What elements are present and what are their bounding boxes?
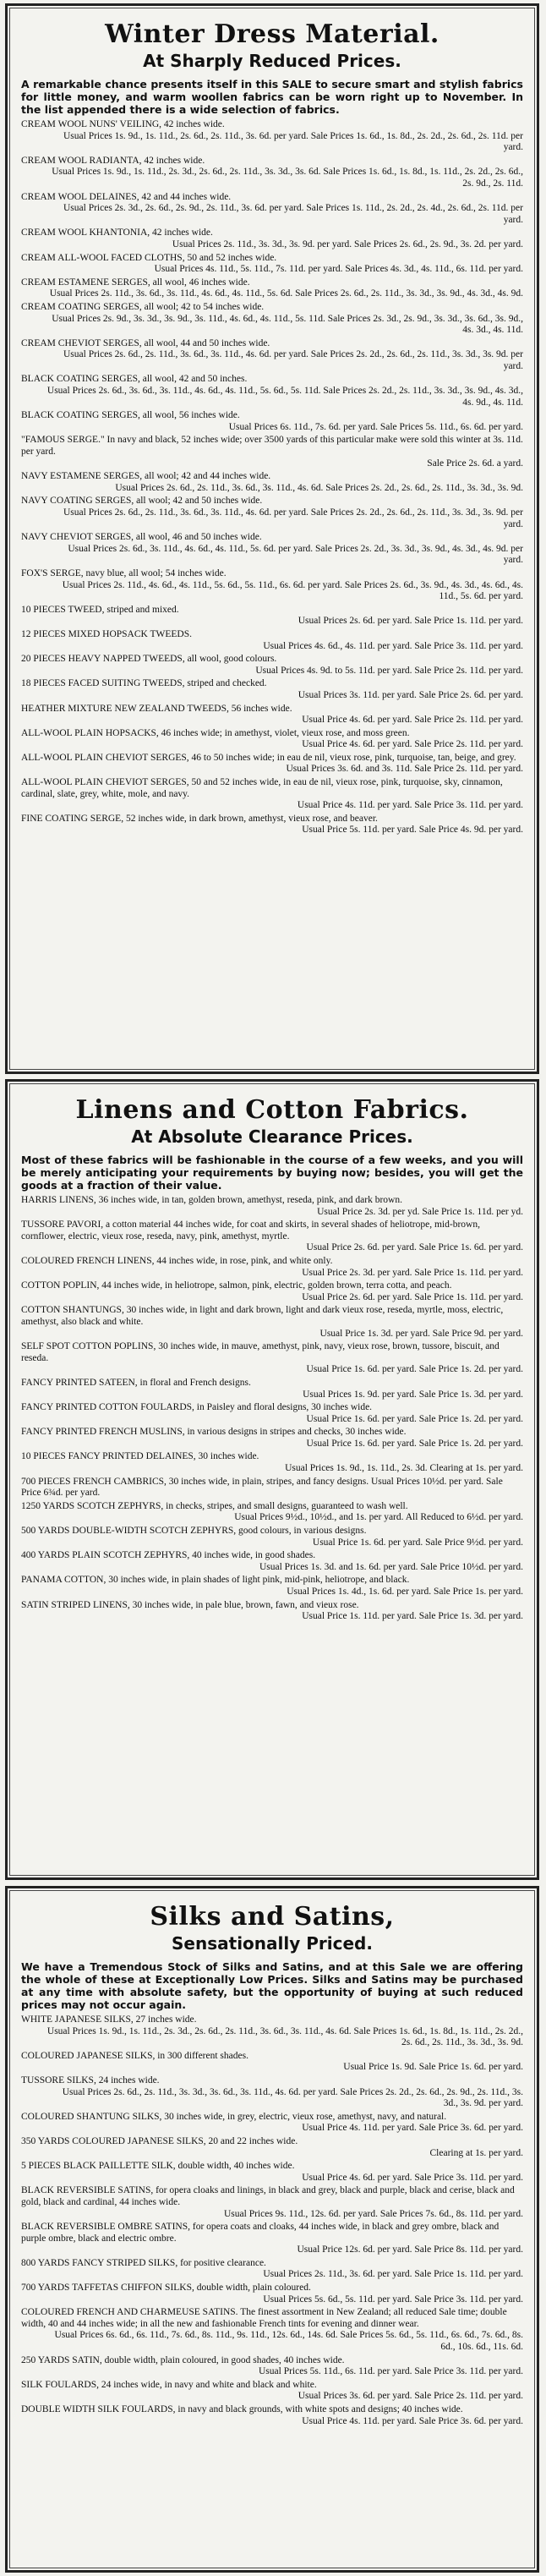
item-prices: Usual Price 2s. 6d. per yard. Sale Price 1s. 11d. per yard. (302, 1291, 523, 1302)
item-prices: Usual Prices 4s. 6d., 4s. 11d. per yard. Sale Price 3s. 11d. per yard. (263, 640, 523, 651)
list-item (21, 1280, 523, 1303)
item-description: HARRIS LINENS, 36 inches wide, in tan, golden brown, amethyst, reseda, pink, and dark brown. (21, 1195, 402, 1205)
item-description: FINE COATING SERGE, 52 inches wide, in dark brown, amethyst, vieux rose, and beaver. (21, 813, 378, 824)
list-item (21, 1305, 523, 1340)
list-item (21, 2185, 523, 2220)
item-prices: Usual Prices 1s. 4d., 1s. 6d. per yard. Sale Price 1s. per yard. (287, 1587, 523, 1597)
list-item (21, 2283, 523, 2305)
list-item (21, 704, 523, 726)
list-item (21, 2355, 523, 2378)
list-item (21, 1600, 523, 1623)
linens-cotton-section (5, 1079, 539, 1880)
item-description: "FAMOUS SERGE." In navy and black, 52 inches wide; over 3500 yards of this particular make were sold this winter at 3s. 11d. per yard. (21, 435, 523, 458)
list-item (21, 1550, 523, 1573)
list-item (21, 374, 523, 408)
item-prices: Usual Prices 1s. 9d., 1s. 11d., 2s. 3d., 2s. 6d., 2s. 11d., 3s. 6d., 3s. 11d., 4s. 6d. Sale Prices 1s. 6d., 1s. 8d., 1s. 11d., 2s. 2d., 2s. 6d., 2s. 11d., 3s. 3d., 3s. 9d. (46, 2025, 523, 2048)
item-description: 250 YARDS SATIN, double width, plain coloured, in good shades, 40 inches wide. (21, 2354, 345, 2365)
list-item (21, 2222, 523, 2256)
section-intro: Most of these fabrics will be fashionable in the course of a few weeks, and you will be merely anticipating your requirements by buying now; besides, you will get the goods at a fraction of their value. (21, 1154, 523, 1192)
item-prices: Usual Prices 5s. 6d., 5s. 11d. per yard. Sale Price 3s. 11d. per yard. (263, 2294, 523, 2305)
item-description: BLACK COATING SERGES, all wool, 56 inches wide. (21, 410, 240, 421)
section-intro: We have a Tremendous Stock of Silks and Satins, and at this Sale we are offering the whole of these at Exceptionally Low Prices. Silks and Satins may be purchased at any time with absolute safety, but the opportunity of buying at such reduced prices may not occur again. (21, 1960, 523, 2011)
list-item (21, 253, 523, 276)
item-prices: Usual Price 1s. 6d. per yard. Sale Price 1s. 2d. per yard. (306, 1364, 523, 1375)
item-description: CREAM ESTAMENE SERGES, all wool, 46 inches wide. (21, 277, 250, 288)
item-prices: Usual Prices 5s. 11d., 6s. 11d. per yard. Sale Price 3s. 11d. per yard. (259, 2366, 523, 2377)
item-description: TUSSORE PAVORI, a cotton material 44 inches wide, for coat and skirts, in several shades of heliotrope, mid-brown, cornflower, electric, vieux rose, reseda, navy, pink, amethyst, myrtle. (21, 1219, 480, 1241)
section-subtitle: At Sharply Reduced Prices. (143, 51, 401, 71)
section-subtitle: Sensationally Priced. (172, 1933, 373, 1954)
section-title: Winter Dress Material. (105, 19, 440, 49)
list-item (21, 471, 523, 494)
list-item (21, 2051, 523, 2074)
item-description: FANCY PRINTED SATEEN, in floral and French designs. (21, 1377, 251, 1388)
item-prices: Clearing at 1s. per yard. (429, 2147, 523, 2158)
list-item (21, 1575, 523, 1598)
list-item (21, 227, 523, 250)
list-item (21, 302, 523, 337)
item-description: CREAM CHEVIOT SERGES, all wool, 44 and 50 inches wide. (21, 337, 270, 348)
section-subtitle: At Absolute Clearance Prices. (131, 1126, 413, 1147)
item-prices: Usual Prices 2s. 6d., 2s. 11d., 3s. 6d., 3s. 11d., 4s. 6d. Sale Prices 2s. 2d., 2s. 6d., 2s. 11d., 3s. 3d., 3s. 9d. (115, 482, 523, 493)
item-description: CREAM WOOL DELAINES, 42 and 44 inches wide. (21, 191, 232, 202)
item-description: COTTON SHANTUNGS, 30 inches wide, in light and dark brown, light and dark vieux rose, reseda, myrtle, moss, electric, amethyst, also black and white. (21, 1305, 504, 1327)
item-prices: Usual Prices 9½d., 10½d., and 1s. per yard. All Reduced to 6½d. per yard. (234, 1512, 523, 1523)
list-item (21, 1195, 523, 1218)
list-item (21, 338, 523, 373)
item-prices: Usual Price 1s. 6d. per yard. Sale Price 1s. 2d. per yard. (306, 1438, 523, 1449)
item-description: NAVY COATING SERGES, all wool; 42 and 50 inches wide. (21, 496, 263, 507)
list-item (21, 2258, 523, 2281)
section-title: Linens and Cotton Fabrics. (75, 1095, 469, 1125)
item-description: SELF SPOT COTTON POPLINS, 30 inches wide, in mauve, amethyst, pink, navy, vieux rose, brown, tussore, biscuit, and reseda. (21, 1341, 500, 1363)
item-prices: Usual Prices 3s. 6d. per yard. Sale Price 2s. 11d. per yard. (298, 2391, 523, 2402)
list-item (21, 2404, 523, 2427)
item-description: 18 PIECES FACED SUITING TWEEDS, striped and checked. (21, 678, 267, 689)
list-item (21, 2161, 523, 2184)
list-item (21, 777, 523, 812)
list-item (21, 1501, 523, 1524)
item-prices: Usual Prices 1s. 9d., 1s. 11d., 2s. 6d., 2s. 11d., 3s. 6d. per yard. Sale Prices 1s. 6d., 1s. 8d., 2s. 2d., 2s. 6d., 2s. 11d. per yard. (63, 130, 523, 153)
list-item (21, 629, 523, 652)
item-prices: Usual Prices 2s. 11d., 3s. 6d., 3s. 11d., 4s. 6d., 4s. 11d., 5s. 6d. Sale Prices 2s. 6d., 2s. 11d., 3s. 3d., 3s. 9d., 4s. 3d., 4s. 9d. (49, 288, 523, 299)
silks-satins-section (5, 1886, 539, 2573)
item-prices: Usual Price 1s. 6d. per yard. Sale Price 1s. 2d. per yard. (306, 1413, 523, 1424)
item-description: 12 PIECES MIXED HOPSACK TWEEDS. (21, 628, 193, 639)
list-item (21, 1427, 523, 1450)
item-prices: Usual Prices 2s. 6d., 2s. 11d., 3s. 6d., 3s. 11d., 4s. 6d. per yard. Sale Prices 2s. 2d., 2s. 6d., 2s. 11d., 3s. 3d., 3s. 9d. per yard. (63, 349, 523, 371)
item-prices: Usual Prices 1s. 9d., 1s. 11d., 2s. 3d. Clearing at 1s. per yard. (285, 1463, 523, 1474)
winter-dress-section (5, 3, 539, 1074)
item-description: CREAM WOOL NUNS' VEILING, 42 inches wide. (21, 119, 225, 129)
list-item (21, 728, 523, 751)
list-item (21, 605, 523, 628)
item-description: 350 YARDS COLOURED JAPANESE SILKS, 20 and 22 inches wide. (21, 2135, 298, 2146)
list-item (21, 192, 523, 227)
item-prices: Usual Price 2s. 3d. per yard. Sale Price 1s. 11d. per yard. (302, 1267, 523, 1278)
list-item (21, 277, 523, 300)
item-description: BLACK COATING SERGES, all wool, 42 and 50 inches. (21, 374, 248, 385)
item-description: CREAM WOOL KHANTONIA, 42 inches wide. (21, 227, 213, 238)
list-item (21, 753, 523, 776)
item-prices: Usual Prices 2s. 3d., 2s. 6d., 2s. 9d., 2s. 11d., 3s. 6d. per yard. Sale Prices 1s. 11d., 2s. 2d., 2s. 4d., 2s. 6d., 2s. 11d. per yard. (63, 203, 523, 225)
item-description: 1250 YARDS SCOTCH ZEPHYRS, in checks, stripes, and small designs, guaranteed to wash well. (21, 1500, 408, 1511)
item-description: CREAM WOOL RADIANTA, 42 inches wide. (21, 155, 205, 166)
item-prices: Usual Prices 6s. 6d., 6s. 11d., 7s. 6d., 8s. 11d., 9s. 11d., 12s. 6d., 14s. 6d. Sale Prices 5s. 6d., 5s. 11d., 6s. 6d., 7s. 6d., 8s. 6d., 10s. 6d., 11s. 6d. (54, 2330, 523, 2353)
list-item (21, 1477, 523, 1499)
item-list (18, 2014, 527, 2427)
item-prices: Usual Price 4s. 11d. per yard. Sale Price 3s. 6d. per yard. (302, 2123, 523, 2134)
item-description: 10 PIECES TWEED, striped and mixed. (21, 604, 179, 615)
item-description: WHITE JAPANESE SILKS, 27 inches wide. (21, 2014, 197, 2025)
item-description: BLACK REVERSIBLE SATINS, for opera cloaks and linings, in black and grey, black and purple, black and cerise, black and gold, black and cardinal, 44 inches wide. (21, 2185, 515, 2207)
item-prices: Usual Price 5s. 11d. per yard. Sale Price 4s. 9d. per yard. (302, 825, 523, 836)
item-prices: Usual Price 1s. 9d. Sale Price 1s. 6d. per yard. (343, 2062, 523, 2073)
item-prices: Usual Prices 2s. 11d., 3s. 6d. per yard. Sale Price 1s. 11d. per yard. (263, 2269, 523, 2280)
section-intro: A remarkable chance presents itself in this SALE to secure smart and stylish fabrics for little money, and warm woollen fabrics can be worn right up to November. In the list appended there is a wide selection of fabrics. (21, 78, 523, 116)
list-item (21, 2014, 523, 2049)
item-description: BLACK REVERSIBLE OMBRE SATINS, for opera coats and cloaks, 44 inches wide, in black and grey ombre, black and purple ombre, black and electric ombre. (21, 2222, 500, 2244)
list-item (21, 568, 523, 603)
item-description: SATIN STRIPED LINENS, 30 inches wide, in pale blue, brown, fawn, and vieux rose. (21, 1599, 359, 1610)
item-prices: Usual Prices 1s. 9d., 1s. 11d., 2s. 3d., 2s. 6d., 2s. 11d., 3s. 3d., 3s. 6d. Sale Prices 1s. 6d., 1s. 8d., 1s. 11d., 2s. 2d., 2s. 6d., 2s. 9d., 2s. 11d. (52, 167, 523, 189)
item-description: COTTON POPLIN, 44 inches wide, in heliotrope, salmon, pink, electric, golden brown, terra cotta, and peach. (21, 1280, 452, 1291)
item-description: DOUBLE WIDTH SILK FOULARDS, in navy and black grounds, with white spots and designs; 40 inches wide. (21, 2404, 463, 2414)
item-prices: Usual Prices 2s. 11d., 3s. 3d., 3s. 9d. per yard. Sale Prices 2s. 6d., 2s. 9d., 3s. 2d. per yard. (172, 238, 523, 249)
item-description: 700 PIECES FRENCH CAMBRICS, 30 inches wide, in plain, stripes, and fancy designs. Usual Prices 10½d. per yard. Sale Price 6¾d. per yard. (21, 1476, 503, 1499)
item-prices: Usual Price 2s. 6d. per yard. Sale Price 1s. 6d. per yard. (306, 1242, 523, 1253)
item-description: COLOURED FRENCH LINENS, 44 inches wide, in rose, pink, and white only. (21, 1255, 333, 1266)
item-prices: Usual Prices 1s. 9d. per yard. Sale Price 1s. 3d. per yard. (303, 1389, 523, 1400)
item-prices: Usual Price 4s. 6d. per yard. Sale Price 2s. 11d. per yard. (302, 715, 523, 726)
item-prices: Sale Price 2s. 6d. a yard. (427, 458, 523, 469)
item-prices: Usual Prices 4s. 11d., 5s. 11d., 7s. 11d. per yard. Sale Prices 4s. 3d., 4s. 11d., 6s. 11d. per yard. (154, 264, 523, 275)
item-prices: Usual Prices 2s. 6d., 3s. 11d., 4s. 6d., 4s. 11d., 5s. 6d. per yard. Sale Prices 2s. 2d., 3s. 3d., 3s. 9d., 4s. 3d., 4s. 9d. per yard. (68, 543, 523, 566)
item-prices: Usual Prices 1s. 3d. and 1s. 6d. per yard. Sale Price 10½d. per yard. (259, 1561, 523, 1572)
item-description: 500 YARDS DOUBLE-WIDTH SCOTCH ZEPHYRS, good colours, in various designs. (21, 1526, 367, 1537)
list-item (21, 678, 523, 701)
list-item (21, 1378, 523, 1400)
list-item (21, 1341, 523, 1376)
item-description: 5 PIECES BLACK PAILLETTE SILK, double width, 40 inches wide. (21, 2161, 295, 2172)
item-description: FANCY PRINTED COTTON FOULARDS, in Paisley and floral designs, 30 inches wide. (21, 1402, 373, 1413)
item-prices: Usual Prices 3s. 11d. per yard. Sale Price 2s. 6d. per yard. (298, 689, 523, 700)
list-item (21, 654, 523, 677)
list-item (21, 410, 523, 433)
item-prices: Usual Price 12s. 6d. per yard. Sale Price 8s. 11d. per yard. (297, 2244, 523, 2255)
item-description: NAVY CHEVIOT SERGES, all wool, 46 and 50 inches wide. (21, 532, 262, 543)
item-prices: Usual Price 4s. 11d. per yard. Sale Price 3s. 6d. per yard. (302, 2415, 523, 2426)
item-description: FOX'S SERGE, navy blue, all wool; 54 inches wide. (21, 567, 227, 578)
list-item (21, 1402, 523, 1425)
item-prices: Usual Prices 4s. 9d. to 5s. 11d. per yard. Sale Price 2s. 11d. per yard. (255, 665, 523, 676)
item-description: ALL-WOOL PLAIN CHEVIOT SERGES, 50 and 52 inches wide, in eau de nil, vieux rose, pink, turquoise, sky, cinnamon, cardinal, slate, grey, white, mole, and navy. (21, 777, 503, 799)
item-description: COLOURED FRENCH AND CHARMEUSE SATINS. The finest assortment in New Zealand; all reduced Sale time; double width, 40 and 44 inches wide; in all the new and fashionable French tints for evening and dinner wear. (21, 2307, 507, 2329)
item-description: PANAMA COTTON, 30 inches wide, in plain shades of light pink, mid-pink, heliotrope, and black. (21, 1575, 410, 1586)
item-prices: Usual Prices 9s. 11d., 12s. 6d. per yard. Sale Prices 7s. 6d., 8s. 11d. per yard. (224, 2208, 523, 2219)
item-description: SILK FOULARDS, 24 inches wide, in navy and white and black and white. (21, 2379, 317, 2390)
item-description: CREAM COATING SERGES, all wool; 42 to 54 inches wide. (21, 301, 265, 312)
item-prices: Usual Prices 3s. 6d. and 3s. 11d. Sale Price 2s. 11d. per yard. (286, 764, 523, 775)
list-item (21, 1256, 523, 1279)
item-description: 400 YARDS PLAIN SCOTCH ZEPHYRS, 40 inches wide, in good shades. (21, 1550, 316, 1561)
item-prices: Usual Prices 2s. 11d., 4s. 6d., 4s. 11d., 5s. 6d., 5s. 11d., 6s. 6d. per yard. Sale Prices 2s. 6d., 3s. 9d., 4s. 3d., 4s. 6d., 4s. 11d., 5s. 6d. per yard. (62, 579, 523, 602)
list-item (21, 532, 523, 567)
item-list (18, 1195, 527, 1623)
list-item (21, 1219, 523, 1254)
item-description: TUSSORE SILKS, 24 inches wide. (21, 2075, 160, 2085)
item-description: COLOURED SHANTUNG SILKS, 30 inches wide, in grey, electric, vieux rose, amethyst, navy, and natural. (21, 2111, 447, 2122)
item-description: 10 PIECES FANCY PRINTED DELAINES, 30 inches wide. (21, 1451, 259, 1462)
list-item (21, 1451, 523, 1474)
item-description: HEATHER MIXTURE NEW ZEALAND TWEEDS, 56 inches wide. (21, 703, 292, 714)
section-title: Silks and Satins, (150, 1902, 395, 1932)
item-description: ALL-WOOL PLAIN HOPSACKS, 46 inches wide; in amethyst, violet, vieux rose, and moss green. (21, 727, 410, 738)
list-item (21, 2075, 523, 2110)
item-prices: Usual Price 4s. 6d. per yard. Sale Price 2s. 11d. per yard. (302, 739, 523, 750)
item-prices: Usual Price 2s. 3d. per yd. Sale Price 1s. 11d. per yd. (317, 1206, 523, 1217)
item-prices: Usual Price 1s. 11d. per yard. Sale Price 1s. 3d. per yard. (302, 1611, 523, 1622)
list-item (21, 435, 523, 469)
item-prices: Usual Price 4s. 11d. per yard. Sale Price 3s. 11d. per yard. (297, 800, 523, 811)
item-description: CREAM ALL-WOOL FACED CLOTHS, 50 and 52 inches wide. (21, 252, 277, 263)
list-item (21, 156, 523, 190)
list-item (21, 496, 523, 530)
list-item (21, 2136, 523, 2159)
item-prices: Usual Prices 2s. 6d., 3s. 6d., 3s. 11d., 4s. 6d., 4s. 11d., 5s. 6d., 5s. 11d. Sale Prices 2s. 2d., 2s. 11d., 3s. 3d., 3s. 9d., 4s. 3d., 4s. 9d., 4s. 11d. (46, 386, 523, 408)
item-prices: Usual Price 1s. 3d. per yard. Sale Price 9d. per yard. (319, 1328, 523, 1339)
list-item (21, 2112, 523, 2135)
item-description: 20 PIECES HEAVY NAPPED TWEEDS, all wool, good colours. (21, 654, 277, 665)
list-item (21, 2307, 523, 2353)
item-list (18, 119, 527, 836)
item-description: 800 YARDS FANCY STRIPED SILKS, for positive clearance. (21, 2257, 266, 2268)
item-prices: Usual Prices 2s. 6d., 2s. 11d., 3s. 3d., 3s. 6d., 3s. 11d., 4s. 6d. per yard. Sale Prices 2s. 2d., 2s. 6d., 2s. 9d., 2s. 11d., 3s. 3d., 3s. 9d. per yard. (62, 2086, 523, 2109)
item-description: NAVY ESTAMENE SERGES, all wool; 42 and 44 inches wide. (21, 471, 271, 482)
item-prices: Usual Prices 2s. 6d. per yard. Sale Price 1s. 11d. per yard. (298, 616, 523, 627)
list-item (21, 814, 523, 836)
item-prices: Usual Price 1s. 6d. per yard. Sale Price 9½d. per yard. (312, 1537, 523, 1548)
item-description: ALL-WOOL PLAIN CHEVIOT SERGES, 46 to 50 inches wide; in eau de nil, vieux rose, pink, turquoise, tan, beige, and grey. (21, 752, 516, 763)
list-item (21, 1526, 523, 1548)
item-description: 700 YARDS TAFFETAS CHIFFON SILKS, double width, plain coloured. (21, 2283, 311, 2294)
item-prices: Usual Prices 6s. 11d., 7s. 6d. per yard. Sale Prices 5s. 11d., 6s. 6d. per yard. (228, 421, 523, 432)
item-description: COLOURED JAPANESE SILKS, in 300 different shades. (21, 2050, 248, 2061)
list-item (21, 119, 523, 154)
item-prices: Usual Prices 2s. 6d., 2s. 11d., 3s. 6d., 3s. 11d., 4s. 6d. per yard. Sale Prices 2s. 2d., 2s. 6d., 2s. 11d., 3s. 3d., 3s. 9d. per yard. (63, 507, 523, 529)
list-item (21, 2380, 523, 2403)
item-prices: Usual Prices 2s. 9d., 3s. 3d., 3s. 9d., 3s. 11d., 4s. 6d., 4s. 11d., 5s. 11d. Sale Prices 2s. 3d., 2s. 9d., 3s. 3d., 3s. 6d., 3s. 9d., 4s. 3d., 4s. 11d. (52, 313, 523, 336)
item-description: FANCY PRINTED FRENCH MUSLINS, in various designs in stripes and checks, 30 inches wide. (21, 1427, 407, 1438)
item-prices: Usual Price 4s. 6d. per yard. Sale Price 3s. 11d. per yard. (302, 2172, 523, 2183)
